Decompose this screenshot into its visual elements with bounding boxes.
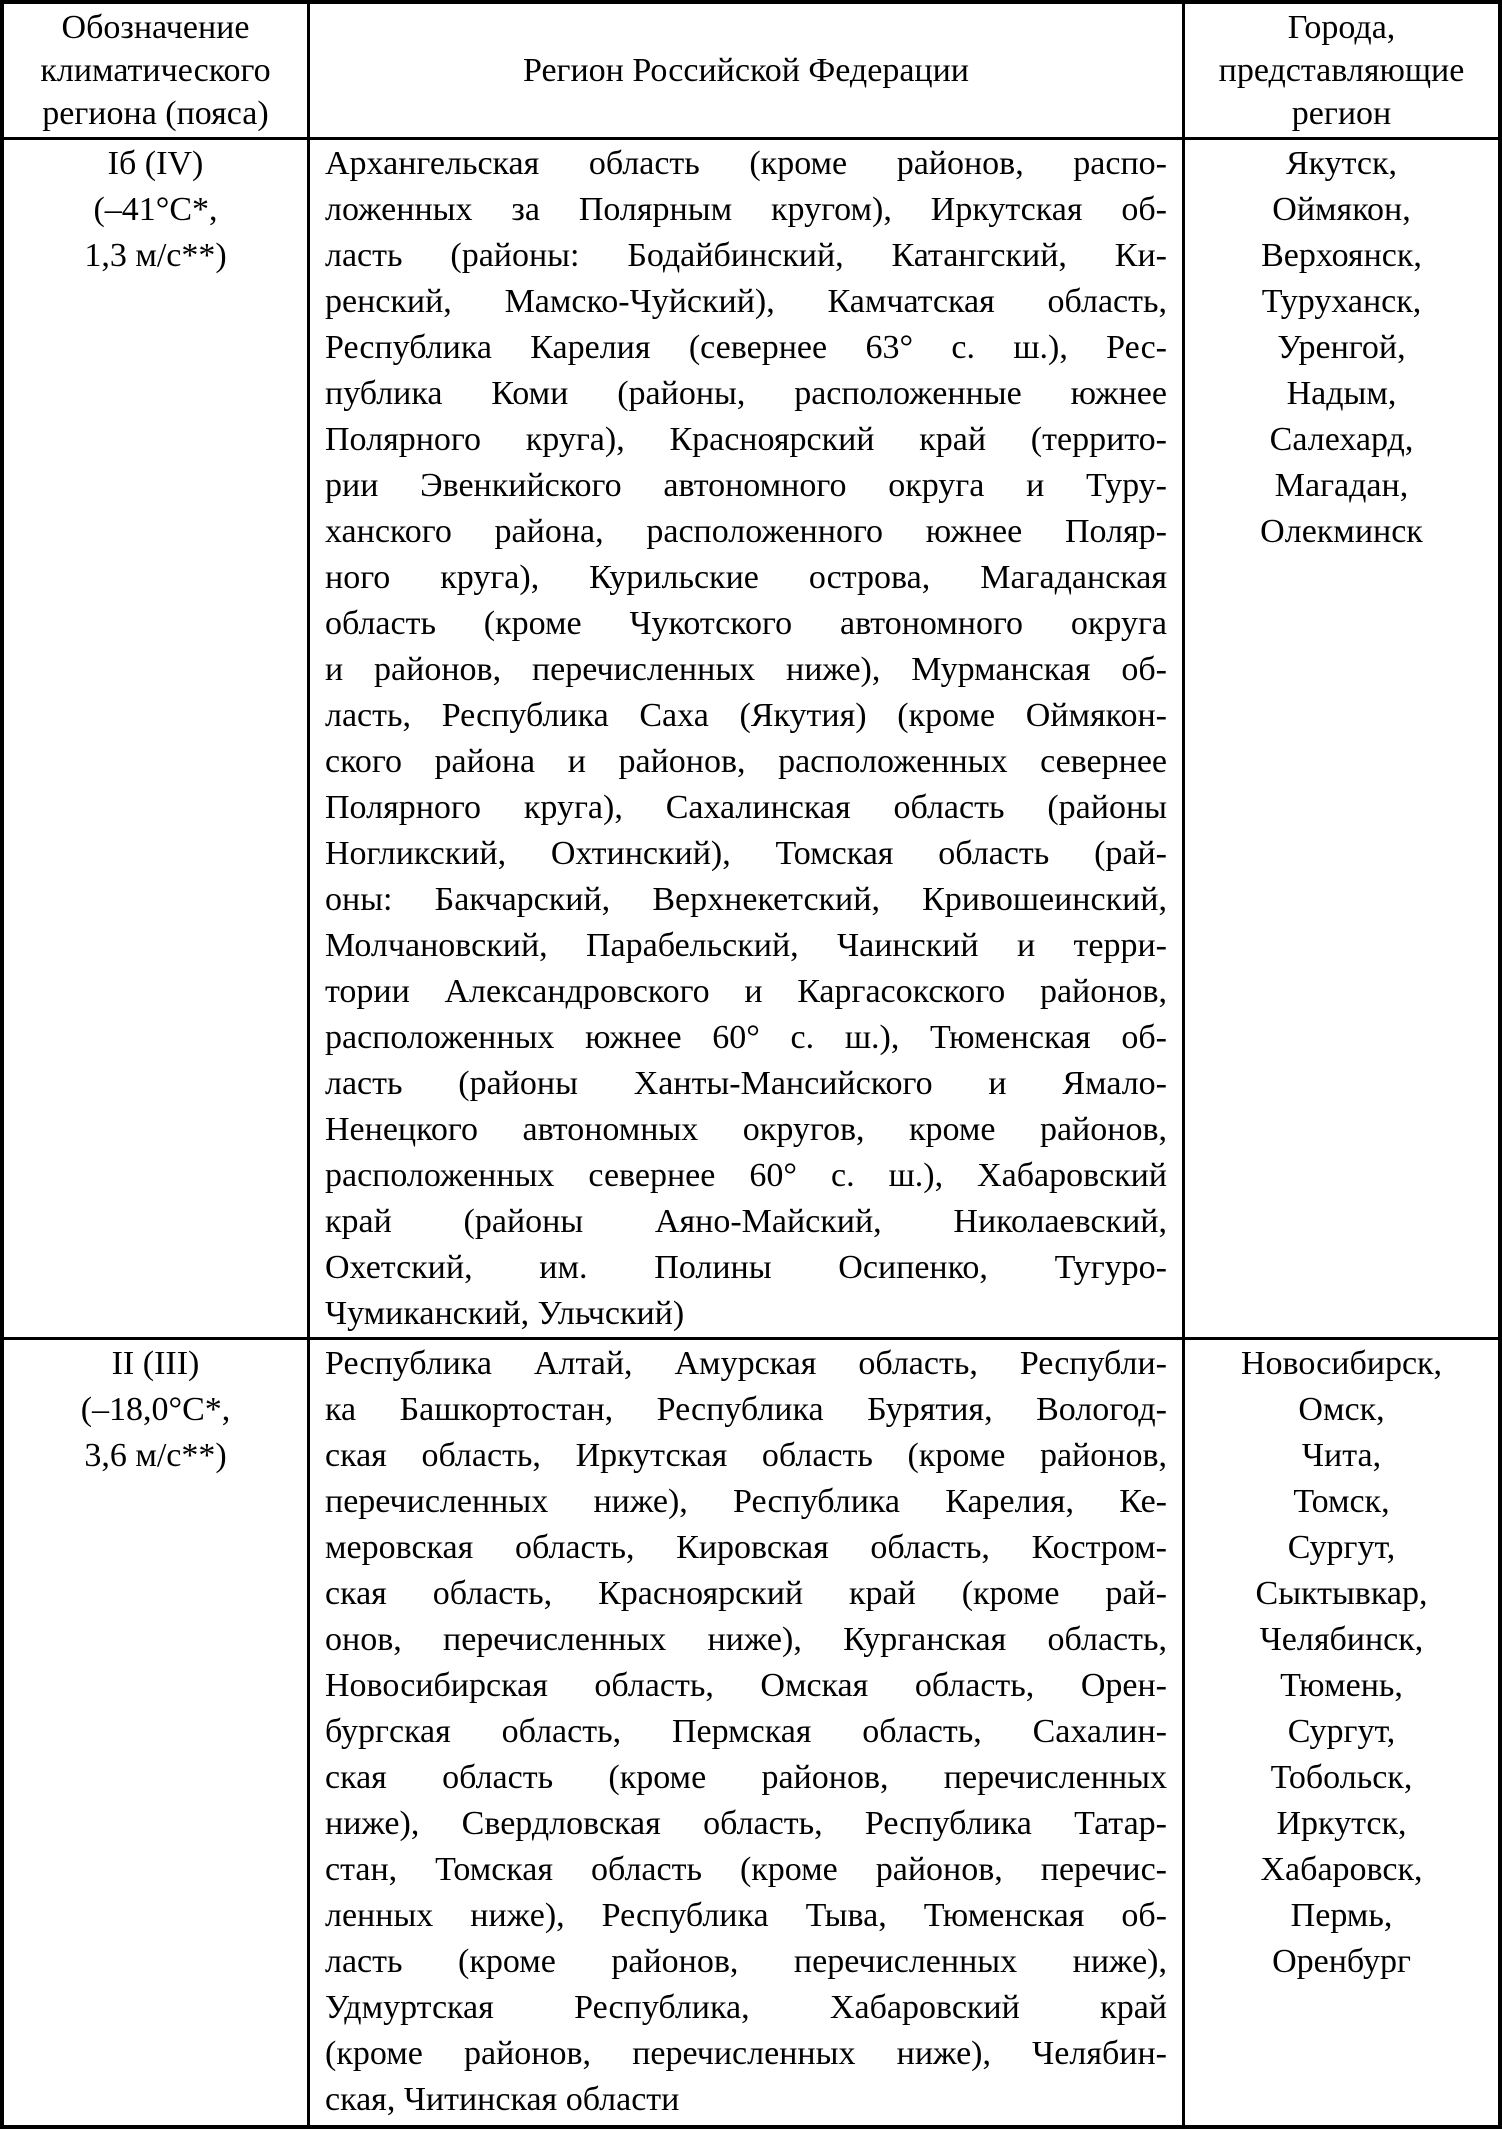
region-text-line: тории Александровского и Каргасокского районов, <box>325 973 1167 1010</box>
region-text-line: ская область (кроме районов, перечисленных <box>325 1759 1167 1796</box>
region-text-line: ская область, Иркутская область (кроме районов, <box>325 1437 1167 1474</box>
region-text-line: публика Коми (районы, расположенные южнее <box>325 375 1167 412</box>
region-text-line: Охетский, им. Полины Осипенко, Тугуро- <box>325 1249 1167 1286</box>
city-name: Хабаровск, <box>1260 1851 1423 1888</box>
header-cell-designation: Обозначение климатического региона (пояса) <box>4 4 310 140</box>
region-text-line: расположенных южнее 60° с. ш.), Тюменская об- <box>325 1019 1167 1056</box>
region-text-line: ласть, Республика Саха (Якутия) (кроме Оймякон- <box>325 697 1167 734</box>
region-text-line: Ненецкого автономных округов, кроме районов, <box>325 1111 1167 1148</box>
designation-line: 3,6 м/с**) <box>84 1437 227 1474</box>
region-text-line: стан, Томская область (кроме районов, перечис- <box>325 1851 1167 1888</box>
city-name: Иркутск, <box>1276 1805 1407 1842</box>
region-text-line: ласть (районы: Бодайбинский, Катангский, Ки- <box>325 237 1167 274</box>
region-text-line: Чумиканский, Ульчский) <box>325 1295 685 1332</box>
region-text-line: Полярного круга), Красноярский край (террито- <box>325 421 1167 458</box>
city-name: Омск, <box>1298 1391 1385 1428</box>
region-text-line: и районов, перечисленных ниже), Мурманская об- <box>325 651 1167 688</box>
city-name: Чита, <box>1301 1437 1382 1474</box>
designation-line: II (III) <box>111 1345 200 1382</box>
designation-line: Iб (IV) <box>107 145 204 182</box>
region-text-line: перечисленных ниже), Республика Карелия, Ке- <box>325 1483 1167 1520</box>
region-text-line: Республика Алтай, Амурская область, Республи- <box>325 1345 1167 1382</box>
row1-cities-cell <box>1185 140 1498 1340</box>
region-text-line: расположенных севернее 60° с. ш.), Хабаровский <box>325 1157 1167 1194</box>
region-text-line: ниже), Свердловская область, Республика Татар- <box>325 1805 1167 1842</box>
region-text-line: Новосибирская область, Омская область, Орен- <box>325 1667 1167 1704</box>
region-text-line: меровская область, Кировская область, Костром- <box>325 1529 1167 1566</box>
row2-designation-cell <box>4 1340 310 2125</box>
region-text-line: ласть (районы Ханты-Мансийского и Ямало- <box>325 1065 1167 1102</box>
city-name: Оймякон, <box>1272 191 1411 228</box>
city-name: Олекминск <box>1260 513 1423 550</box>
region-text-line: ласть (кроме районов, перечисленных ниже), <box>325 1943 1167 1980</box>
region-text-line: Республика Карелия (севернее 63° с. ш.), Рес- <box>325 329 1167 366</box>
region-text-line: Архангельская область (кроме районов, распо- <box>325 145 1167 182</box>
row1-region-cell <box>310 140 1185 1340</box>
row2-region-cell <box>310 1340 1185 2125</box>
region-text-line: Молчановский, Парабельский, Чаинский и терри- <box>325 927 1167 964</box>
row1-designation-cell <box>4 140 310 1340</box>
city-name: Магадан, <box>1274 467 1409 504</box>
city-name: Сургут, <box>1287 1713 1396 1750</box>
row2-cities-cell <box>1185 1340 1498 2125</box>
region-text-line: Ногликский, Охтинский), Томская область (рай- <box>325 835 1167 872</box>
region-text-line: ханского района, расположенного южнее Поляр- <box>325 513 1167 550</box>
region-text-line: Удмуртская Республика, Хабаровский край <box>325 1989 1167 2026</box>
city-name: Надым, <box>1286 375 1397 412</box>
designation-line: (–41°C*, <box>93 191 218 228</box>
city-name: Оренбург <box>1272 1943 1411 1980</box>
region-text-line: ренский, Мамско-Чуйский), Камчатская область, <box>325 283 1167 320</box>
city-name: Тобольск, <box>1270 1759 1413 1796</box>
city-name: Сыктывкар, <box>1255 1575 1428 1612</box>
city-name: Верхоянск, <box>1261 237 1422 274</box>
region-text-line: ложенных за Полярным кругом), Иркутская об- <box>325 191 1167 228</box>
region-text-line: рии Эвенкийского автономного округа и Туру- <box>325 467 1167 504</box>
region-text-line: (кроме районов, перечисленных ниже), Челябин- <box>325 2035 1167 2072</box>
region-text-line: ская, Читинская области <box>325 2081 680 2118</box>
region-text-line: ка Башкортостан, Республика Бурятия, Вологод- <box>325 1391 1167 1428</box>
region-text-line: ского района и районов, расположенных севернее <box>325 743 1167 780</box>
city-name: Новосибирск, <box>1240 1345 1443 1382</box>
header-cell-cities: Города, представляющие регион <box>1185 4 1498 140</box>
region-text-line: Полярного круга), Сахалинская область (районы <box>325 789 1167 826</box>
city-name: Сургут, <box>1287 1529 1396 1566</box>
city-name: Туруханск, <box>1261 283 1422 320</box>
region-text-line: область (кроме Чукотского автономного округа <box>325 605 1167 642</box>
region-text-line: ного круга), Курильские острова, Магаданская <box>325 559 1167 596</box>
designation-line: (–18,0°C*, <box>80 1391 231 1428</box>
city-name: Тюмень, <box>1280 1667 1403 1704</box>
region-text-line: оны: Бакчарский, Верхнекетский, Кривошеинский, <box>325 881 1167 918</box>
designation-line: 1,3 м/с**) <box>84 237 227 274</box>
region-text-line: онов, перечисленных ниже), Курганская область, <box>325 1621 1167 1658</box>
region-text-line: бургская область, Пермская область, Сахалин- <box>325 1713 1167 1750</box>
region-text-line: ская область, Красноярский край (кроме рай- <box>325 1575 1167 1612</box>
city-name: Якутск, <box>1285 145 1398 182</box>
city-name: Уренгой, <box>1277 329 1406 366</box>
header-cell-region: Регион Российской Федерации <box>310 4 1185 140</box>
city-name: Салехард, <box>1269 421 1414 458</box>
region-text-line: край (районы Аяно-Майский, Николаевский, <box>325 1203 1167 1240</box>
region-text-line: ленных ниже), Республика Тыва, Тюменская об- <box>325 1897 1167 1934</box>
city-name: Челябинск, <box>1259 1621 1424 1658</box>
city-name: Томск, <box>1293 1483 1390 1520</box>
city-name: Пермь, <box>1290 1897 1393 1934</box>
